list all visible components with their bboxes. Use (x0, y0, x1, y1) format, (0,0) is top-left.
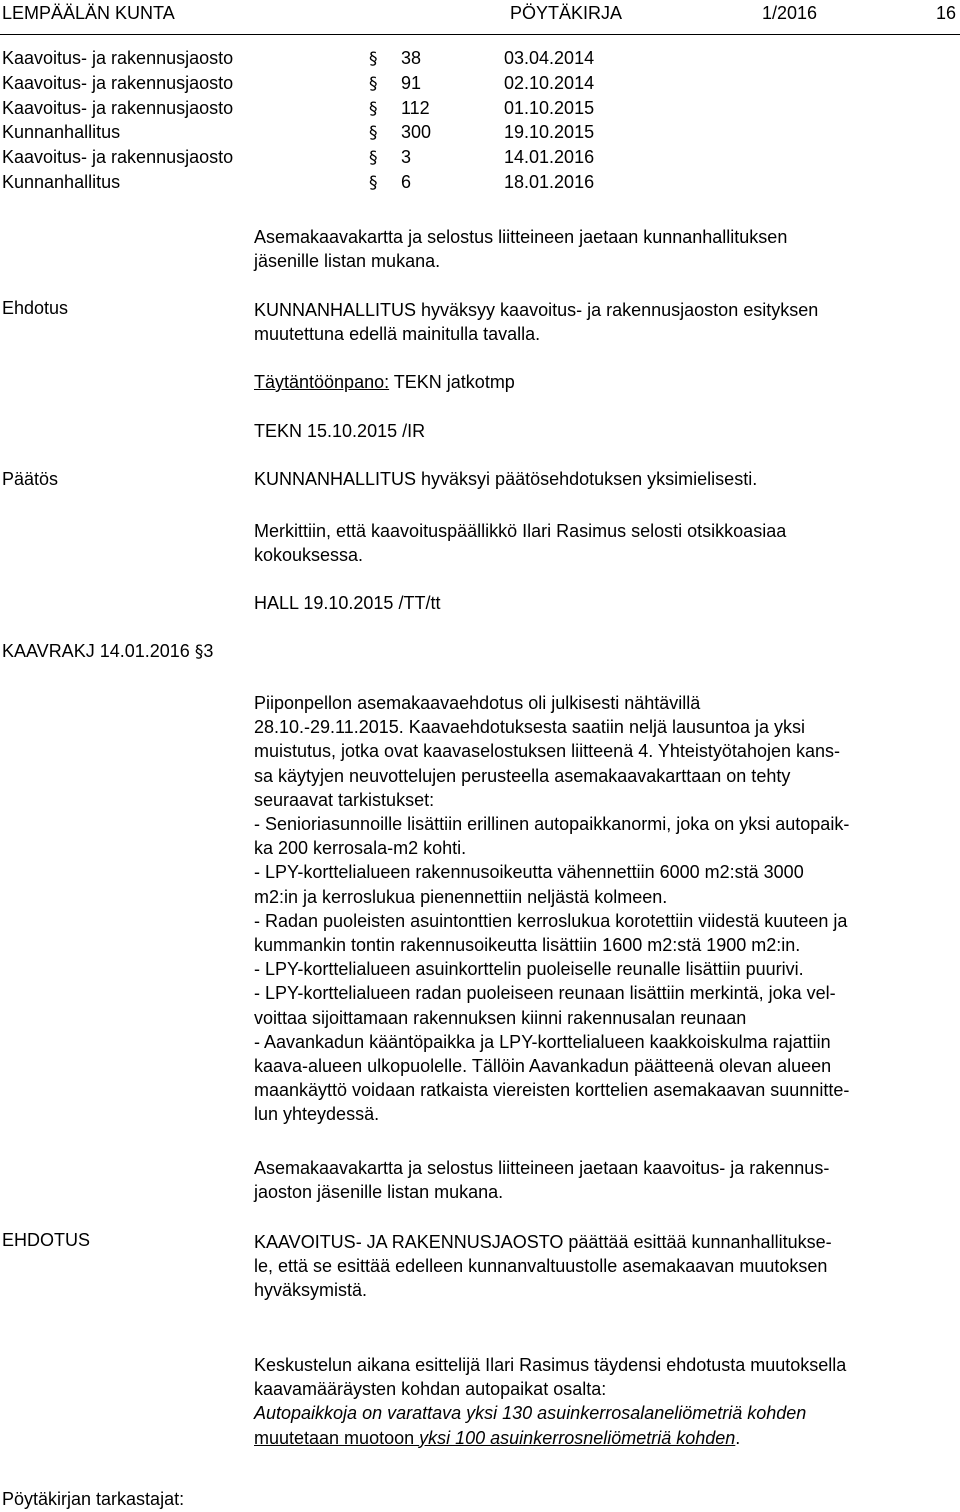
hall-signature: HALL 19.10.2015 /TT/tt (254, 593, 441, 613)
municipality-name: LEMPÄÄLÄN KUNTA (2, 3, 175, 23)
text-line: - Senioriasunnoille lisättiin erillinen autopaikkanormi, joka on yksi autopaik- (254, 814, 850, 835)
ehdotus-paragraph (254, 298, 954, 346)
text-line: kummankin tontin rakennusoikeutta lisättiin 1600 m2:stä 1900 m2:in. (254, 935, 801, 956)
reference-date: 03.04.2014 (504, 48, 595, 68)
reference-date: 02.10.2014 (504, 73, 595, 93)
reference-number: 3 (401, 147, 412, 167)
tekn-signature: TEKN 15.10.2015 /IR (254, 421, 426, 441)
section-icon: § (194, 642, 204, 662)
reference-date: 01.10.2015 (504, 98, 595, 118)
text-line: Asemakaavakartta ja selostus liitteineen jaetaan kunnanhallituksen (254, 227, 788, 247)
reference-body: Kaavoitus- ja rakennusjaosto (2, 73, 234, 93)
section-icon: § (369, 123, 378, 143)
text-line: Merkittiin, että kaavoituspäällikkö Ilari Rasimus selosti otsikkoasiaa (254, 521, 787, 541)
text-line: maankäyttö voidaan ratkaista viereisten korttelien asemakaavan suunnitte- (254, 1080, 850, 1101)
text-line: - Aavankadun kääntöpaikka ja LPY-korttelialueen kaakkoiskulma rajattiin (254, 1031, 831, 1052)
text-line: voittaa sijoittamaan rakennuksen kiinni rakennusalan reunaan (254, 1007, 747, 1028)
reference-number: 300 (401, 122, 432, 142)
taytantoonpano-line (254, 372, 515, 393)
reference-body: Kunnanhallitus (2, 172, 121, 192)
reference-body: Kaavoitus- ja rakennusjaosto (2, 147, 234, 167)
tarkastajat-label: Pöytäkirjan tarkastajat: (2, 1489, 185, 1509)
text-line: jäsenille listan mukana. (254, 251, 441, 272)
text-line: sa käytyjen neuvottelujen perusteella asemakaavakarttaan on tehty (254, 765, 791, 786)
reference-number: 38 (401, 48, 422, 68)
text-line: muistutus, jotka ovat kaavaselostuksen liitteenä 4. Yhteistyötahojen kans- (254, 741, 841, 762)
text-line: kokouksessa. (254, 545, 364, 566)
text-line: - LPY-korttelialueen rakennusoikeutta vähennettiin 6000 m2:stä 3000 (254, 862, 804, 883)
page-number: 16 (936, 3, 957, 23)
intro-paragraph (254, 225, 954, 273)
reference-date: 14.01.2016 (504, 147, 595, 167)
ehdotus-label: Ehdotus (2, 298, 69, 318)
section-icon: § (369, 99, 378, 119)
main-paragraph (254, 691, 954, 1127)
text-line: jaoston jäsenille listan mukana. (254, 1182, 504, 1203)
section-icon: § (369, 49, 378, 69)
merkittiin-paragraph (254, 519, 954, 567)
kaavrakj-number: 3 (203, 641, 214, 661)
kaavrakj-heading (2, 641, 213, 662)
reference-body: Kunnanhallitus (2, 122, 121, 142)
jaosto-paragraph (254, 1156, 954, 1204)
text-line: ka 200 kerrosala-m2 kohti. (254, 838, 467, 859)
paatos-label: Päätös (2, 469, 59, 489)
text-line: le, että se esittää edelleen kunnanvaltuustolle asemakaavan muutoksen (254, 1256, 828, 1277)
document-number: 1/2016 (762, 3, 818, 23)
section-icon: § (369, 148, 378, 168)
text-line: seuraavat tarkistukset: (254, 789, 435, 810)
taytantoonpano-value: TEKN jatkotmp (389, 372, 515, 392)
text-line: Keskustelun aikana esittelijä Ilari Rasimus täydensi ehdotusta muutoksella (254, 1355, 847, 1375)
reference-number: 112 (401, 98, 430, 118)
final-line (254, 1426, 954, 1450)
reference-number: 6 (401, 172, 412, 192)
text-line: - Radan puoleisten asuintonttien kerroslukua korotettiin viidestä kuuteen ja (254, 910, 848, 931)
text-line: kaava-alueen ulkopuolelle. Tällöin Aavankadun päätteenä olevan alueen (254, 1056, 832, 1077)
document-type: PÖYTÄKIRJA (510, 3, 623, 23)
text-line: kaavamääräysten kohdan autopaikat osalta: (254, 1379, 607, 1400)
text-line: KAAVOITUS- JA RAKENNUSJAOSTO päättää esittää kunnanhallitukse- (254, 1232, 832, 1252)
keskustelu-paragraph (254, 1353, 954, 1450)
final-underlined: muutetaan muotoon (254, 1427, 420, 1448)
header-divider (0, 34, 960, 35)
text-line: muutettuna edellä mainitulla tavalla. (254, 324, 541, 345)
text-line: KUNNANHALLITUS hyväksyy kaavoitus- ja rakennusjaoston esityksen (254, 300, 819, 320)
text-line: Asemakaavakartta ja selostus liitteineen jaetaan kaavoitus- ja rakennus- (254, 1158, 830, 1178)
section-icon: § (369, 74, 378, 94)
reference-body: Kaavoitus- ja rakennusjaosto (2, 48, 234, 68)
text-line: hyväksymistä. (254, 1280, 368, 1301)
reference-number: 91 (401, 73, 422, 93)
reference-body: Kaavoitus- ja rakennusjaosto (2, 98, 234, 118)
paatos-text: KUNNANHALLITUS hyväksyi päätösehdotuksen yksimielisesti. (254, 469, 758, 489)
ehdotus-caps-label: EHDOTUS (2, 1230, 91, 1250)
taytantoonpano-label: Täytäntöönpano: (254, 372, 390, 392)
text-line: lun yhteydessä. (254, 1104, 380, 1125)
text-line: - LPY-korttelialueen asuinkorttelin puoleiselle reunalle lisättiin puurivi. (254, 959, 804, 980)
section-icon: § (369, 173, 378, 193)
final-underlined-italic: yksi 100 asuinkerrosneliömetriä kohden (419, 1427, 736, 1448)
final-end: . (735, 1427, 741, 1448)
italic-line: Autopaikkoja on varattava yksi 130 asuinkerrosalaneliömetriä kohden (254, 1403, 807, 1424)
kaavrakj-date: KAAVRAKJ 14.01.2016 (2, 641, 190, 661)
text-line: m2:in ja kerroslukua pienennettiin neljästä kolmeen. (254, 886, 668, 907)
ehdotus2-paragraph (254, 1230, 954, 1303)
text-line: Piiponpellon asemakaavaehdotus oli julkisesti nähtävillä (254, 693, 701, 713)
reference-date: 19.10.2015 (504, 122, 595, 142)
text-line: - LPY-korttelialueen radan puoleiseen reunaan lisättiin merkintä, joka vel- (254, 983, 836, 1004)
reference-date: 18.01.2016 (504, 172, 595, 192)
text-line: 28.10.-29.11.2015. Kaavaehdotuksesta saatiin neljä lausuntoa ja yksi (254, 717, 806, 738)
